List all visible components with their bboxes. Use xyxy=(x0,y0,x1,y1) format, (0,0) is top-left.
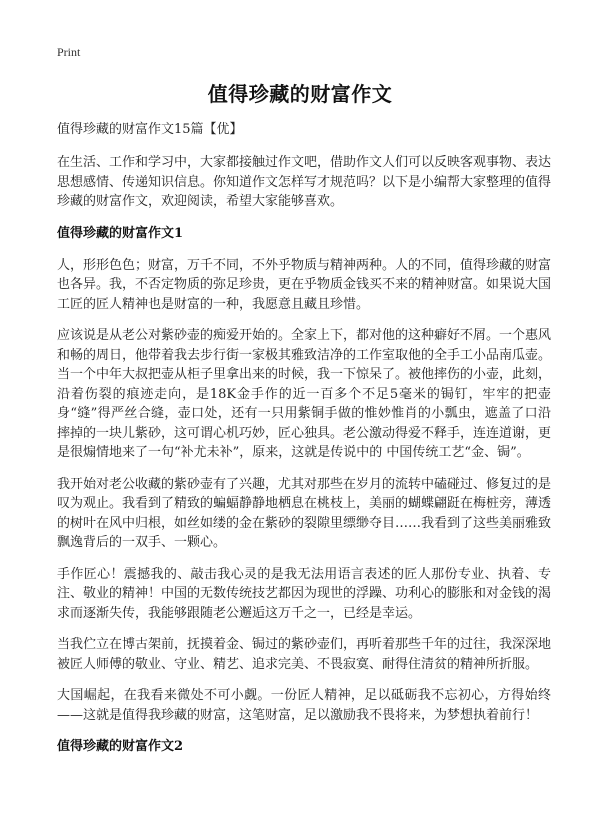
page-title: 值得珍藏的财富作文 xyxy=(207,82,393,106)
paragraph: 应该说是从老公对紫砂壶的痴爱开始的。全家上下，都对他的这种癖好不屑。一个惠风和畅的周日，他带着我去步行街一家极其雅致洁净的工作室取他的全手工小品南瓜壶。当一个中年大叔把壶从柜子里拿出来的时候，我一下惊呆了。被他摔伤的小壶，此刻，沿着伤裂的痕迹走向，是18K金手作的近一百多个不足5毫米的锔钉，牢牢的把壶身“缝”得严丝合缝，壶口处，还有一只用紫铜手做的惟妙惟肖的小瓢虫，遮盖了口沿摔掉的一块儿紫砂，这可谓心机巧妙，匠心独具。老公激动得爱不释手，连连道谢，更是很煽情地来了一句“补尤未补”，原来，这就是传说中的 中国传统工艺“金、锔”。 xyxy=(57,328,552,460)
print-link[interactable]: Print xyxy=(57,45,81,59)
paragraph: 我开始对老公收藏的紫砂壶有了兴趣，尤其对那些在岁月的流转中磕碰过、修复过的是叹为观止。我看到了精致的蝙蝠静静地栖息在桃枝上，美丽的蝴蝶翩跹在梅桩旁，薄透的树叶在风中归根，如丝如缕的金在紫砂的裂隙里缥缈夺目……我看到了这些美丽雅致飘逸背后的一双手、一颗心。 xyxy=(57,476,552,550)
intro-paragraph: 在生活、工作和学习中，大家都接触过作文吧，借助作文人们可以反映客观事物、表达思想感情、传递知识信息。你知道作文怎样写才规范吗？以下是小编帮大家整理的值得珍藏的财富作文，欢迎阅读，希望大家能够喜欢。 xyxy=(57,155,552,209)
section-heading: 值得珍藏的财富作文1 xyxy=(57,225,184,241)
paragraph: 人，形形色色；财富，万千不同，不外乎物质与精神两种。人的不同，值得珍藏的财富也各异。我，不否定物质的弥足珍贵，更在乎物质金钱买不来的精神财富。如果说大国工匠的匠人精神也是财富的一种，我愿意且藏且珍惜。 xyxy=(57,257,552,312)
article-subtitle: 值得珍藏的财富作文15篇【优】 xyxy=(57,122,243,137)
article-body xyxy=(57,120,551,769)
paragraph: 大国崛起，在我看来微处不可小觑。一份匠人精神，足以砥砺我不忘初心，方得始终——这就是值得我珍藏的财富，这笔财富，足以激励我不畏将来，为梦想执着前行！ xyxy=(57,688,551,723)
paragraph: 当我伫立在博古架前，抚摸着金、锔过的紫砂壶们，再听着那些千年的过往，我深深地被匠人师傅的敬业、守业、精艺、追求完美、不畏寂寞、耐得住清贫的精神所折服。 xyxy=(57,637,552,672)
paragraph: 手作匠心！震撼我的、敲击我心灵的是我无法用语言表述的匠人那份专业、执着、专注、敬业的精神！中国的无数传统技艺都因为现世的浮躁、功利心的膨胀和对金钱的渴求而逐渐失传，我能够跟随老公邂逅这万千之一，已经是幸运。 xyxy=(57,566,552,621)
section-heading: 值得珍藏的财富作文2 xyxy=(57,739,184,754)
